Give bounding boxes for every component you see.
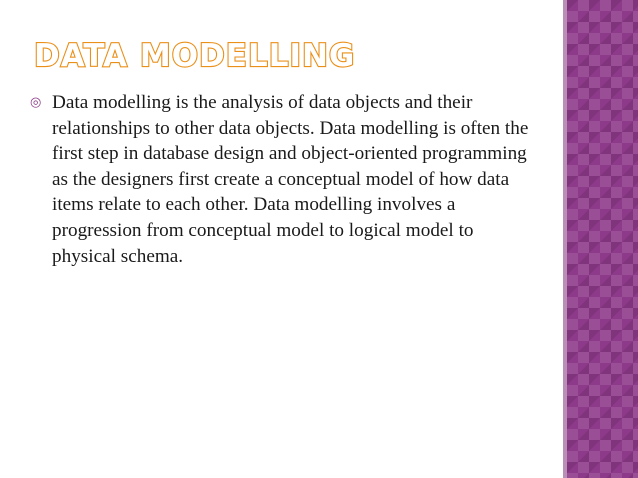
ring-bullet-icon: ◎ — [30, 95, 42, 110]
slide-title-text: DATA MODELLING — [34, 38, 356, 74]
bullet-text: Data modelling is the analysis of data objects and their relationships to other data objects. Data modelling is often the first step in database design and object-oriented programming as the designers first create a conceptual model of how data items relate to each other. Data modelling involves a progression from conceptual model to logical model to physical schema. — [52, 92, 529, 267]
bullet-item — [30, 90, 530, 269]
slide-title — [34, 32, 356, 76]
decorative-side-band — [567, 0, 638, 478]
